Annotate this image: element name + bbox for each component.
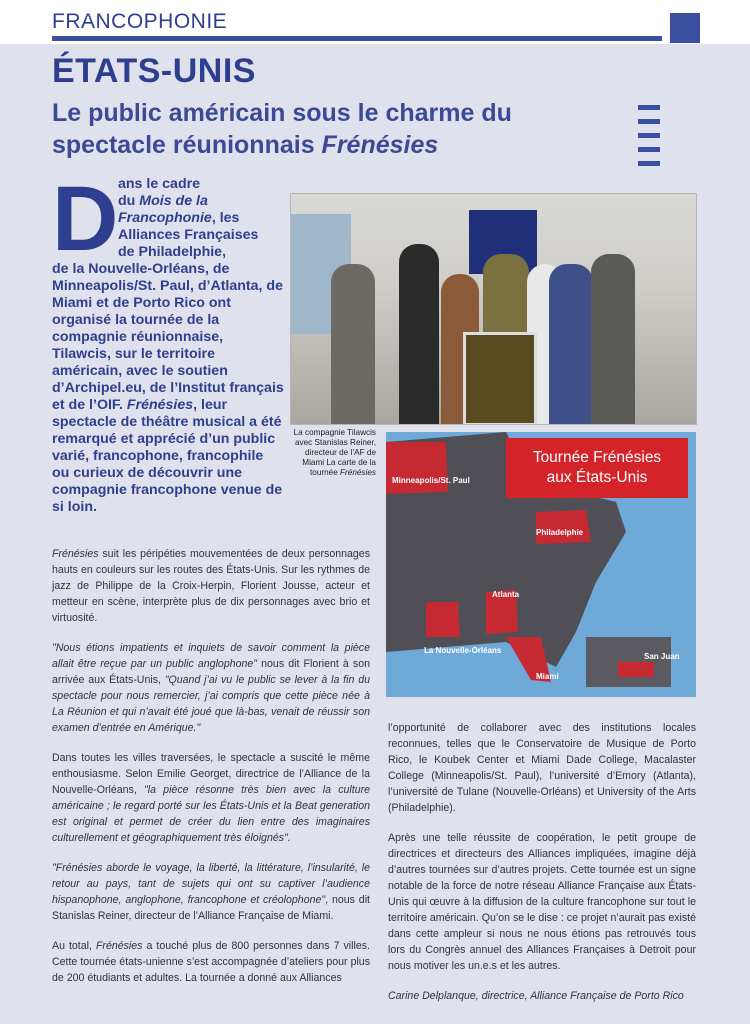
headline: ÉTATS-UNIS bbox=[52, 52, 256, 90]
photo-person bbox=[399, 244, 439, 424]
body-paragraph: Frénésies suit les péripéties mouvementées de deux personnages hauts en couleurs sur les routes des États-Unis. Sur les rythmes de jazz de Philippe de la Croix-Herpin, Florient Jousse, acteur et metteur en scène, interprète plus de dix personnages avec brio et virtuosité. bbox=[52, 548, 370, 624]
photo-person bbox=[549, 264, 593, 424]
city-label: San Juan bbox=[644, 652, 680, 661]
top-square-decoration bbox=[670, 13, 700, 43]
group-photo bbox=[290, 193, 697, 425]
lead-line: ans le cadre bbox=[118, 176, 201, 192]
subtitle-text: Le public américain sous le charme du spectacle réunionnais bbox=[52, 99, 512, 159]
body-paragraph: "Nous étions impatients et inquiets de savoir comment la pièce allait être reçue par un public anglophone" nous dit Florient à son arrivée aux États-Unis, "Quand j’ai vu le public se lever à la fin du spectacle pour nous remercier, j’ai compris que cette pièce née à La Réunion et qui n’avait été joué que là-bas, venait de réussir son examen d’entrée en Amérique." bbox=[52, 642, 370, 734]
city-label: La Nouvelle-Orléans bbox=[424, 646, 502, 655]
tour-map bbox=[386, 432, 696, 697]
top-rule bbox=[52, 36, 662, 41]
body-paragraph: "Frénésies aborde le voyage, la liberté, la littérature, l’insularité, le retour au pays, tant de sujets qui ont su captiver l’audience hispanophone, anglophone, francophone et créolophone", nous dit Stanislas Reiner, directeur de l’Alliance Française de Miami. bbox=[52, 862, 370, 922]
subtitle bbox=[52, 97, 632, 161]
lead-rest: de la Nouvelle-Orléans, de Minneapolis/St. Paul, d’Atlanta, de Miami et de Porto Rico ont organisé la tournée de la compagnie réunionnaise, Tilawcis, sur le territoire américain, avec le soutien d’Archipel.eu, de l’Institut français et de l’OIF. Frénésies, leur spectacle de théâtre musical a été remarqué et apprécié d’un public varié, francophone, francophile ou curieux de découvrir une compagnie francophone venue de si loin. bbox=[52, 261, 284, 515]
body-paragraph: l’opportunité de collaborer avec des institutions locales reconnues, telles que le Conservatoire de Musique de Porto Rico, le Koubek Center et Miami Dade College, Macalaster College (Minneapolis/St. Paul), l’université d’Emory (Atlanta), l’université de Tulane (Nouvelle-Orléans) et University of the Arts (Philadelphie). bbox=[388, 722, 696, 814]
map-title-line: aux États-Unis bbox=[546, 469, 648, 486]
lead-line: Alliances Françaises bbox=[118, 227, 259, 243]
body-paragraph: Après une telle réussite de coopération, le petit groupe de directrices et directeurs des Alliances impliquées, imagine déjà d’autres tournées sur d’autres projets. Cette tournée est un signe notable de la force de notre réseau Alliance Française aux États-Unis qui œuvre à la diffusion de la culture francophone sur tout le territoire américain. Qu’on se le dise : ce projet n’aurait pas existé dans cette ampleur si nous ne nous étions pas retrouvés tous lors du Congrès annuel des Alliances Françaises à Detroit pour nous motiver les un.e.s et les autres. bbox=[388, 832, 696, 972]
body-paragraph: Dans toutes les villes traversées, le spectacle a suscité le même enthousiasme. Selon Emilie Georget, directrice de l’Alliance de la Nouvelle-Orléans, "la pièce résonne très bien avec la culture américaine ; le regard porté sur les États-Unis et la Beat generation est original et permet de créer du lien entre des imaginaires culturellement et géographiquement très éloignés". bbox=[52, 752, 371, 844]
photo-person bbox=[591, 254, 635, 424]
subtitle-italic: Frénésies bbox=[321, 131, 439, 159]
map-title-line: Tournée Frénésies bbox=[532, 449, 662, 466]
photo-person bbox=[331, 264, 375, 424]
body-column-right bbox=[388, 720, 696, 1018]
framed-painting bbox=[463, 332, 537, 425]
city-label: Miami bbox=[536, 672, 559, 681]
city-label: Atlanta bbox=[492, 590, 520, 599]
map-title bbox=[506, 438, 688, 498]
signature: Carine Delplanque, directrice, Alliance Française de Porto Rico bbox=[388, 990, 684, 1002]
photo-caption: La compagnie Tilawcis avec Stanislas Reiner, directeur de l’AF de Miami La carte de la tournée Frénésies bbox=[293, 428, 376, 477]
lead-line: Francophonie, les bbox=[118, 210, 240, 226]
lead-line: du Mois de la bbox=[118, 193, 208, 209]
body-column-left bbox=[52, 546, 370, 1000]
decorative-stripes bbox=[638, 105, 660, 175]
lead-paragraph bbox=[52, 168, 284, 516]
city-label: Minneapolis/St. Paul bbox=[392, 476, 470, 485]
section-label: FRANCOPHONIE bbox=[52, 10, 228, 33]
lead-line: de Philadelphie, bbox=[118, 244, 227, 260]
body-paragraph: Au total, Frénésies a touché plus de 800 personnes dans 7 villes. Cette tournée états-unienne s’est accompagnée d’ateliers pour plus de 200 étudiants et adultes. La tournée a donné aux Alliances bbox=[52, 940, 370, 984]
drop-cap: D bbox=[52, 168, 119, 270]
city-label: Philadelphie bbox=[536, 528, 584, 537]
